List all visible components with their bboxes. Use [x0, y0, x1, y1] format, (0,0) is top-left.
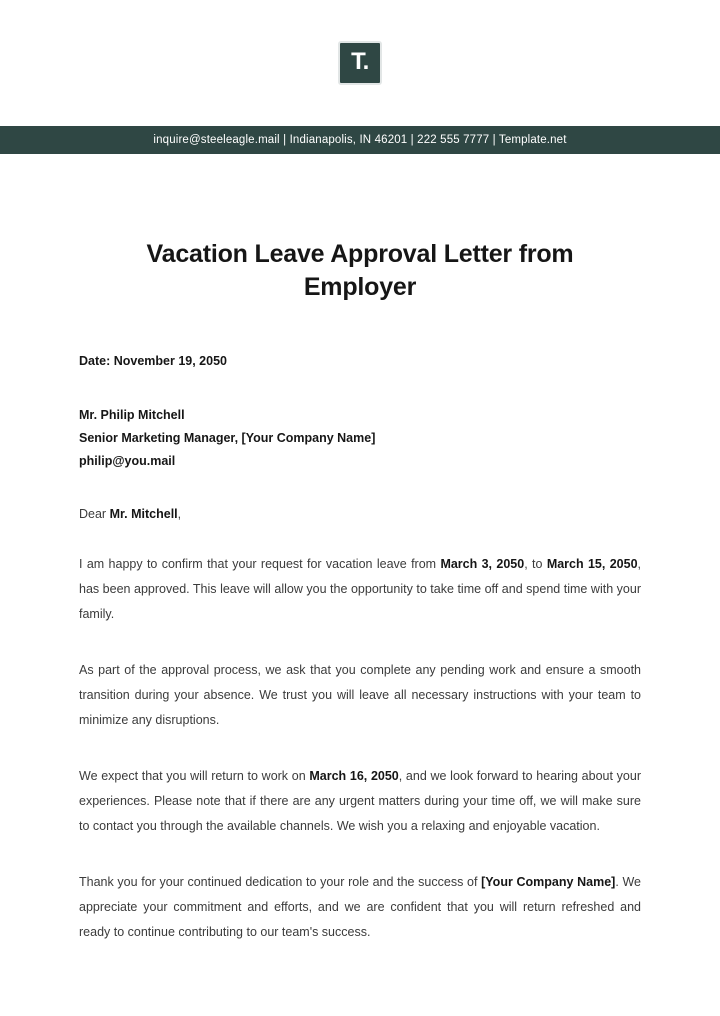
p1-text-c: , has been approved. This leave will allow you the opportunity to take time off and spend time with your family. — [79, 557, 642, 621]
paragraph-4 — [79, 870, 641, 945]
p3-text-c: , and we look forward to hearing about your experiences. Please note that if there are any urgent matters during your time off, we will make sure to contact you through the available channels. We wish you a relaxing and enjoyable vacation. — [79, 769, 641, 833]
salutation-name: Mr. Mitchell — [109, 507, 178, 521]
p3-text-a: We expect that you will return to work on — [79, 769, 310, 783]
recipient-email: philip@you.mail — [79, 454, 176, 468]
p1-text-b: , to — [524, 557, 547, 571]
p3-return-date: March 16, 2050 — [309, 769, 399, 783]
p4-text-a: Thank you for your continued dedication to your role and the success of — [79, 875, 482, 889]
salutation-greeting: Dear — [79, 507, 110, 521]
paragraph-2 — [79, 658, 641, 733]
logo-area — [0, 0, 720, 126]
p2-text: As part of the approval process, we ask that you complete any pending work and ensure a smooth transition during your absence. We trust you will leave all necessary instructions with your team to minimize any disruptions. — [79, 663, 641, 727]
contact-bar — [0, 126, 720, 154]
salutation — [79, 507, 641, 521]
logo-glyph-text: T. — [351, 48, 369, 75]
paragraph-3 — [79, 764, 641, 839]
p4-company-placeholder: [Your Company Name] — [481, 875, 616, 889]
recipient-title-company: Senior Marketing Manager, [Your Company Name] — [79, 431, 376, 445]
p1-end-date: March 15, 2050 — [546, 557, 638, 571]
recipient-name: Mr. Philip Mitchell — [79, 408, 185, 422]
salutation-comma: , — [177, 507, 182, 521]
contact-bar-text: inquire@steeleagle.mail | Indianapolis, IN 46201 | 222 555 7777 | Template.net — [153, 134, 567, 146]
recipient-block — [79, 404, 641, 473]
page-title: Vacation Leave Approval Letter from Employer — [146, 240, 574, 301]
paragraph-1 — [79, 552, 641, 627]
letter-body — [0, 238, 720, 945]
template-logo-icon — [338, 41, 382, 85]
p1-text-a: I am happy to confirm that your request for vacation leave from — [79, 557, 441, 571]
p4-text-c: . We appreciate your commitment and efforts, and we are confident that you will return refreshed and ready to continue contributing to our team's success. — [79, 875, 641, 939]
date-line: Date: November 19, 2050 — [79, 354, 227, 368]
p1-start-date: March 3, 2050 — [440, 557, 525, 571]
